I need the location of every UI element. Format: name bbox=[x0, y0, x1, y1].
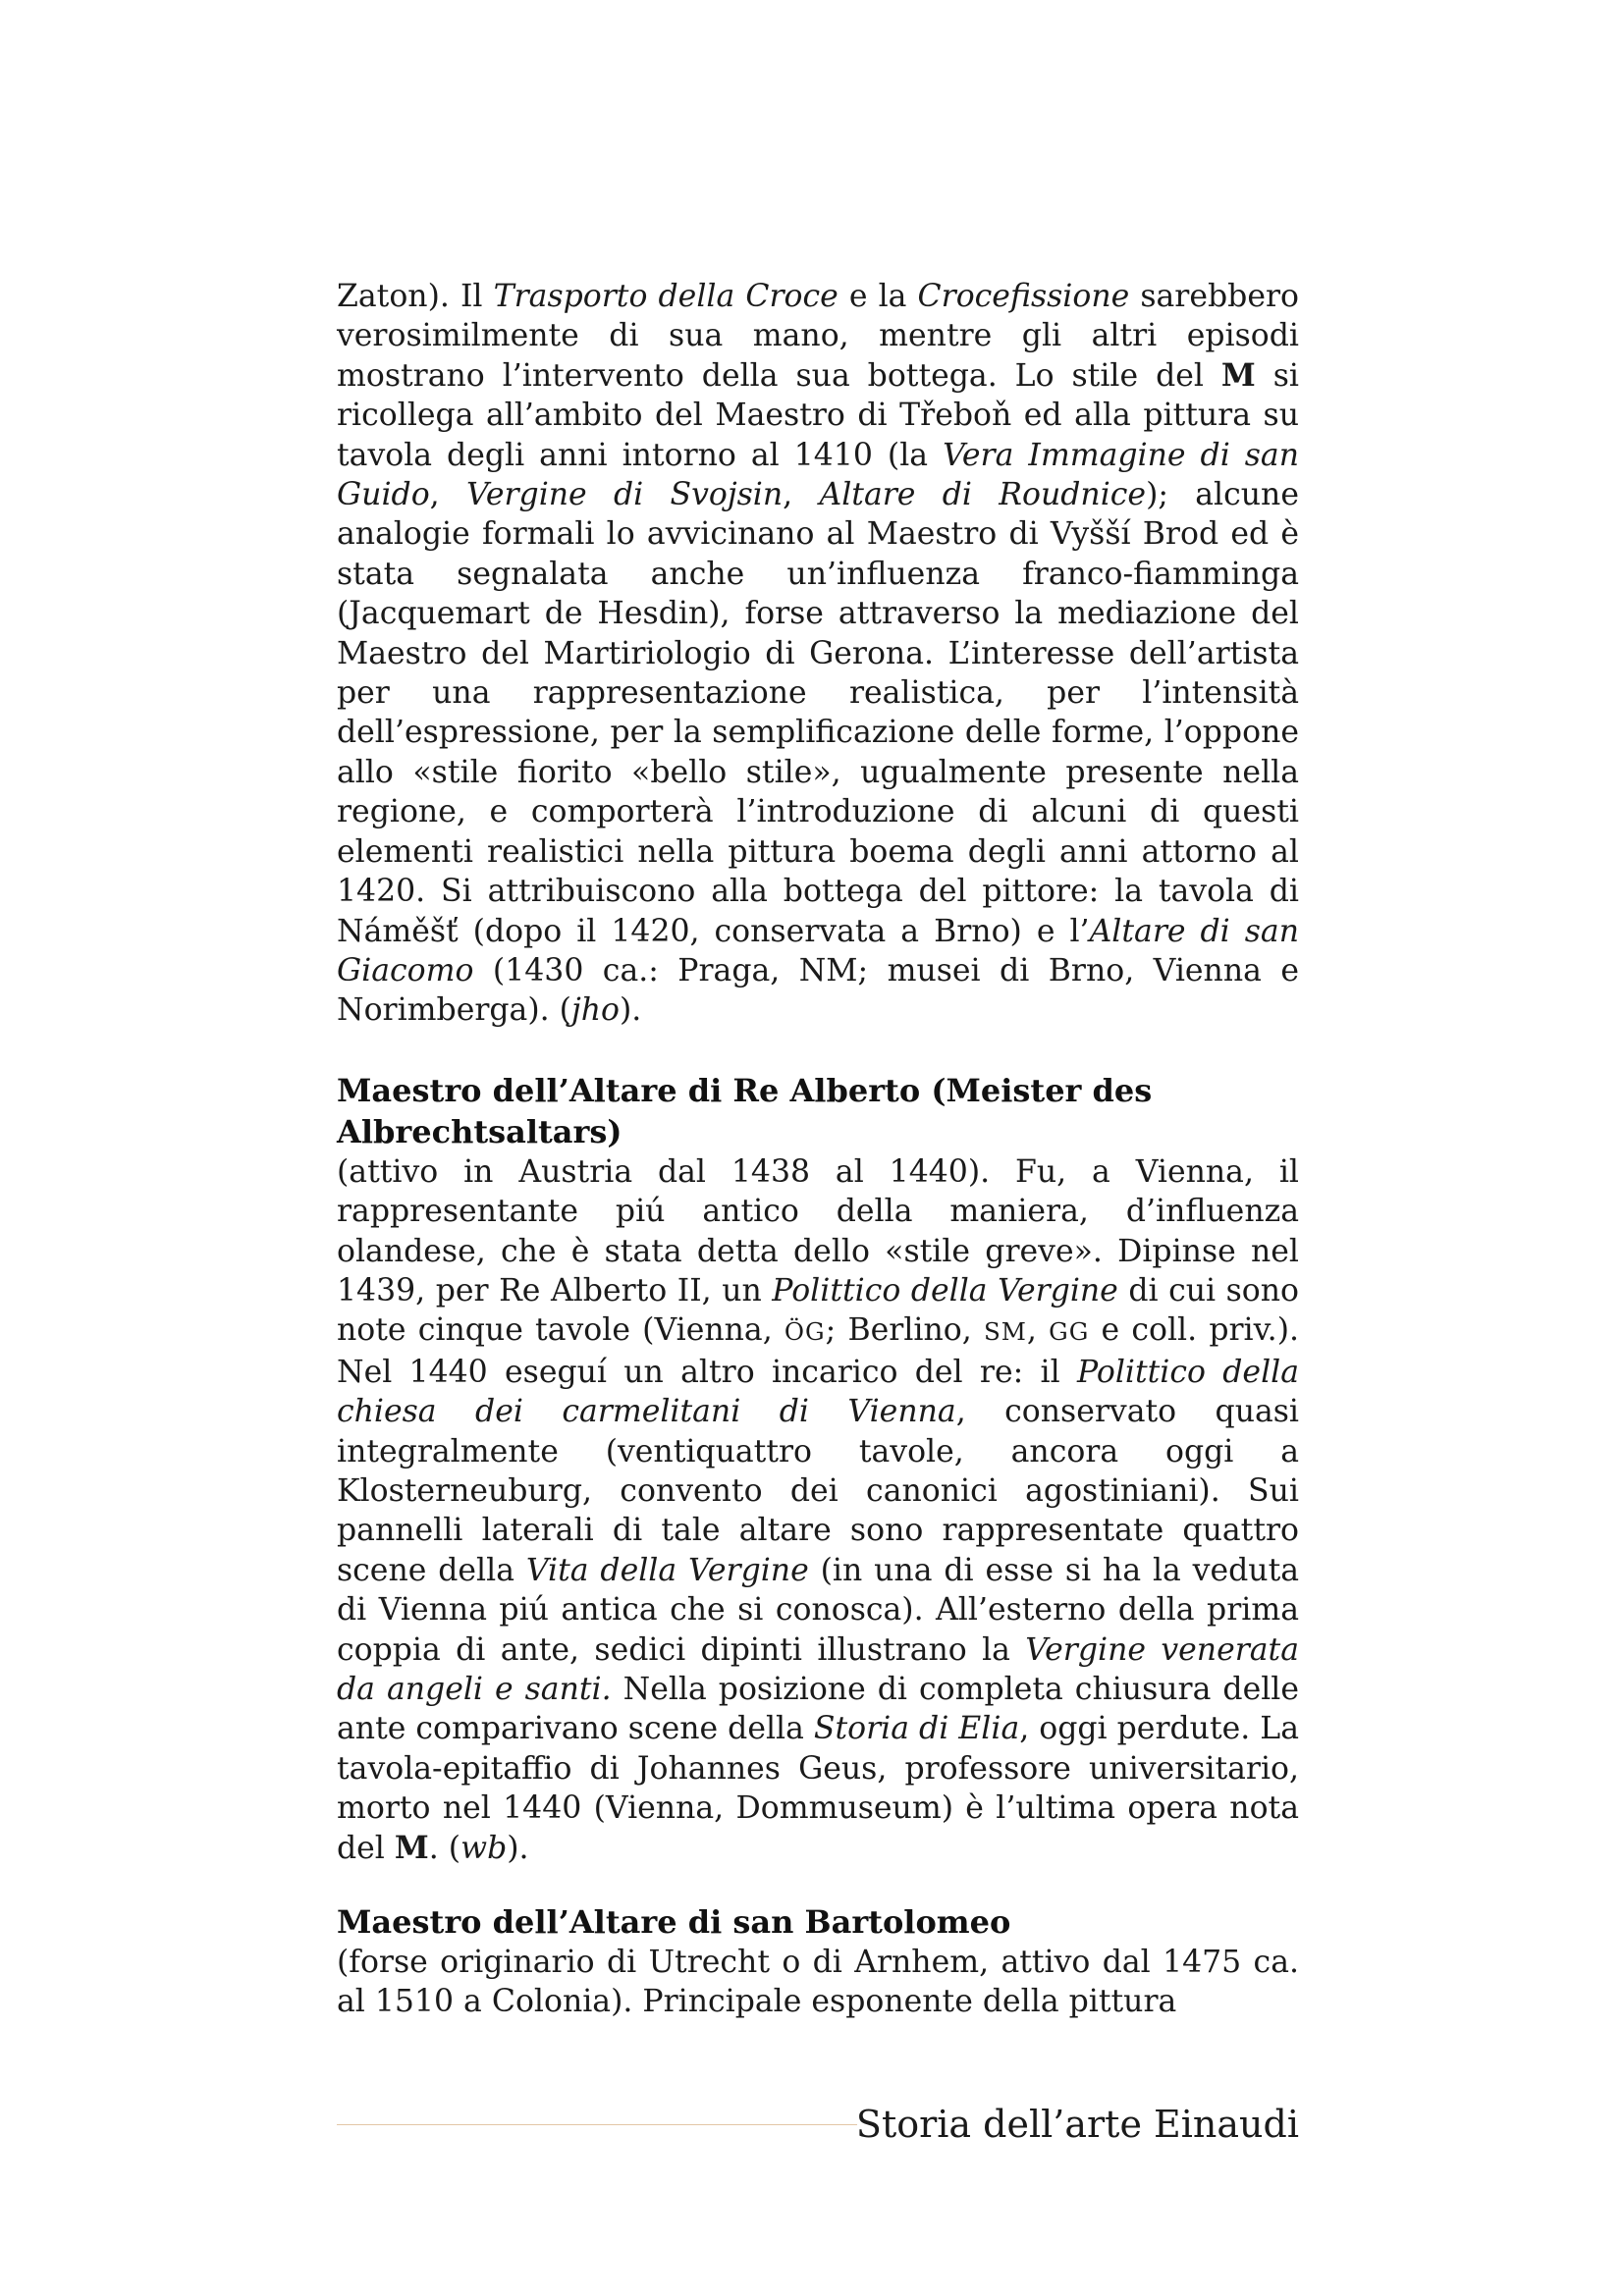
text-run: ). bbox=[507, 1830, 529, 1866]
text-run: (1430 ca.: Praga, NM; musei di Brno, Vienna e Norimberga). ( bbox=[337, 952, 1299, 1029]
work-title: Vergine di Svojsin bbox=[465, 477, 784, 513]
text-run: e coll. priv.). Nel 1440 eseguí un altro incarico del re: il bbox=[337, 1312, 1299, 1390]
museum-abbrev: ÖG bbox=[784, 1317, 826, 1347]
text-run: ; Berlino, bbox=[825, 1312, 984, 1349]
entry-abbrev: M bbox=[394, 1829, 429, 1866]
entry-heading-bartolomeo: Maestro dell’Altare di san Bartolomeo bbox=[337, 1903, 1011, 1942]
text-run: Nella posizione di completa chiusura delle ante comparivano scene della bbox=[337, 1672, 1299, 1747]
work-title: Vita della Vergine bbox=[525, 1552, 809, 1588]
entry-albrecht-paragraph bbox=[337, 1152, 1299, 1868]
work-title: Vergine venerata da angeli e santi. bbox=[337, 1631, 1299, 1707]
text-run: Zaton). Il bbox=[337, 279, 494, 314]
text-run: e la bbox=[838, 279, 918, 314]
text-run: di cui sono note cinque tavole (Vienna, bbox=[337, 1272, 1300, 1349]
museum-abbrev: SM bbox=[983, 1317, 1027, 1347]
entry-abbrev: M bbox=[1220, 356, 1256, 394]
text-run: , oggi perdute. La tavola-epitaffio di Johannes Geus, professore universitario, morto nel 1440 (Vienna, Dommuseum) è l’ultima opera nota del bbox=[337, 1711, 1299, 1866]
work-title: Trasporto della Croce bbox=[493, 279, 839, 314]
text-run: (attivo in Austria dal 1438 al 1440). Fu, a Vienna, il rappresentante piú antico della maniera, d’influenza olandese, che è stata detta dello «stile greve». Dipinse nel 1439, per Re Alberto II, un bbox=[337, 1153, 1299, 1308]
museum-abbrev: GG bbox=[1049, 1317, 1090, 1347]
text-run: ); alcune analogie formali lo avvicinano al Maestro di Vyšší Brod ed è stata segnalata anche un’influenza franco-fiamminga (Jacquemart de Hesdin), forse attraverso la mediazione del Maestro del Martiriologio di Gerona. L’interesse dell’artista per una rappresentazione realistica, per l’intensità dell’espressione, per la semplificazione delle forme, l’oppone allo «stile fiorito «bello stile», ugualmente presente nella regione, e comporterà l’introduzione di alcuni di questi elementi realistici nella pittura boema degli anni attorno al 1420. Si attribuiscono alla bottega del pittore: la tavola di Náměšť (dopo il 1420, conservata a Brno) e l’ bbox=[337, 477, 1299, 949]
entry-heading-albrecht: Maestro dell’Altare di Re Alberto (Meister des Albrechtsaltars) bbox=[337, 1071, 1153, 1150]
author-initials: wb bbox=[460, 1830, 508, 1866]
text-run: (forse originario di Utrecht o di Arnhem, attivo dal 1475 ca. al 1510 a Colonia). Principale esponente della pittura bbox=[337, 1945, 1299, 2020]
text-run: , bbox=[783, 477, 820, 513]
text-run: , bbox=[429, 477, 466, 513]
footer-rule bbox=[337, 2124, 857, 2125]
text-run: ). bbox=[619, 992, 642, 1029]
work-title: Storia di Elia bbox=[813, 1711, 1020, 1747]
footer-publisher: Storia dell’arte Einaudi bbox=[855, 2103, 1299, 2146]
work-title: Altare di san Giacomo bbox=[337, 913, 1299, 988]
text-column bbox=[337, 277, 1299, 2022]
text-run: (in una di esse si ha la veduta di Vienna piú antica che si conosca). All’esterno della prima coppia di ante, sedici dipinti illustrano la bbox=[337, 1552, 1300, 1668]
text-run: , conservato quasi integralmente (ventiquattro tavole, ancora oggi a Klosterneuburg, convento dei canonici agostiniani). Sui pannelli laterali di tale altare sono rappresentate quattro scene della bbox=[337, 1394, 1300, 1588]
work-title: Polittico della Vergine bbox=[772, 1272, 1118, 1308]
work-title: Vera Immagine di san Guido bbox=[337, 437, 1299, 513]
text-run: . ( bbox=[428, 1830, 461, 1866]
entry-continued-paragraph bbox=[337, 277, 1299, 1031]
entry-bartolomeo-paragraph bbox=[337, 1943, 1299, 2022]
work-title: Crocefissione bbox=[917, 279, 1130, 314]
work-title: Altare di Roudnice bbox=[819, 477, 1147, 513]
text-run: sarebbero verosimilmente di sua mano, mentre gli altri episodi mostrano l’intervento della sua bottega. Lo stile del bbox=[337, 279, 1299, 394]
author-initials: jho bbox=[570, 992, 620, 1029]
text-run: , bbox=[1026, 1312, 1050, 1349]
text-run: si ricollega all’ambito del Maestro di Třeboň ed alla pittura su tavola degli anni intorno al 1410 (la bbox=[337, 357, 1299, 473]
work-title: Polittico della chiesa dei carmelitani di Vienna bbox=[337, 1354, 1300, 1430]
